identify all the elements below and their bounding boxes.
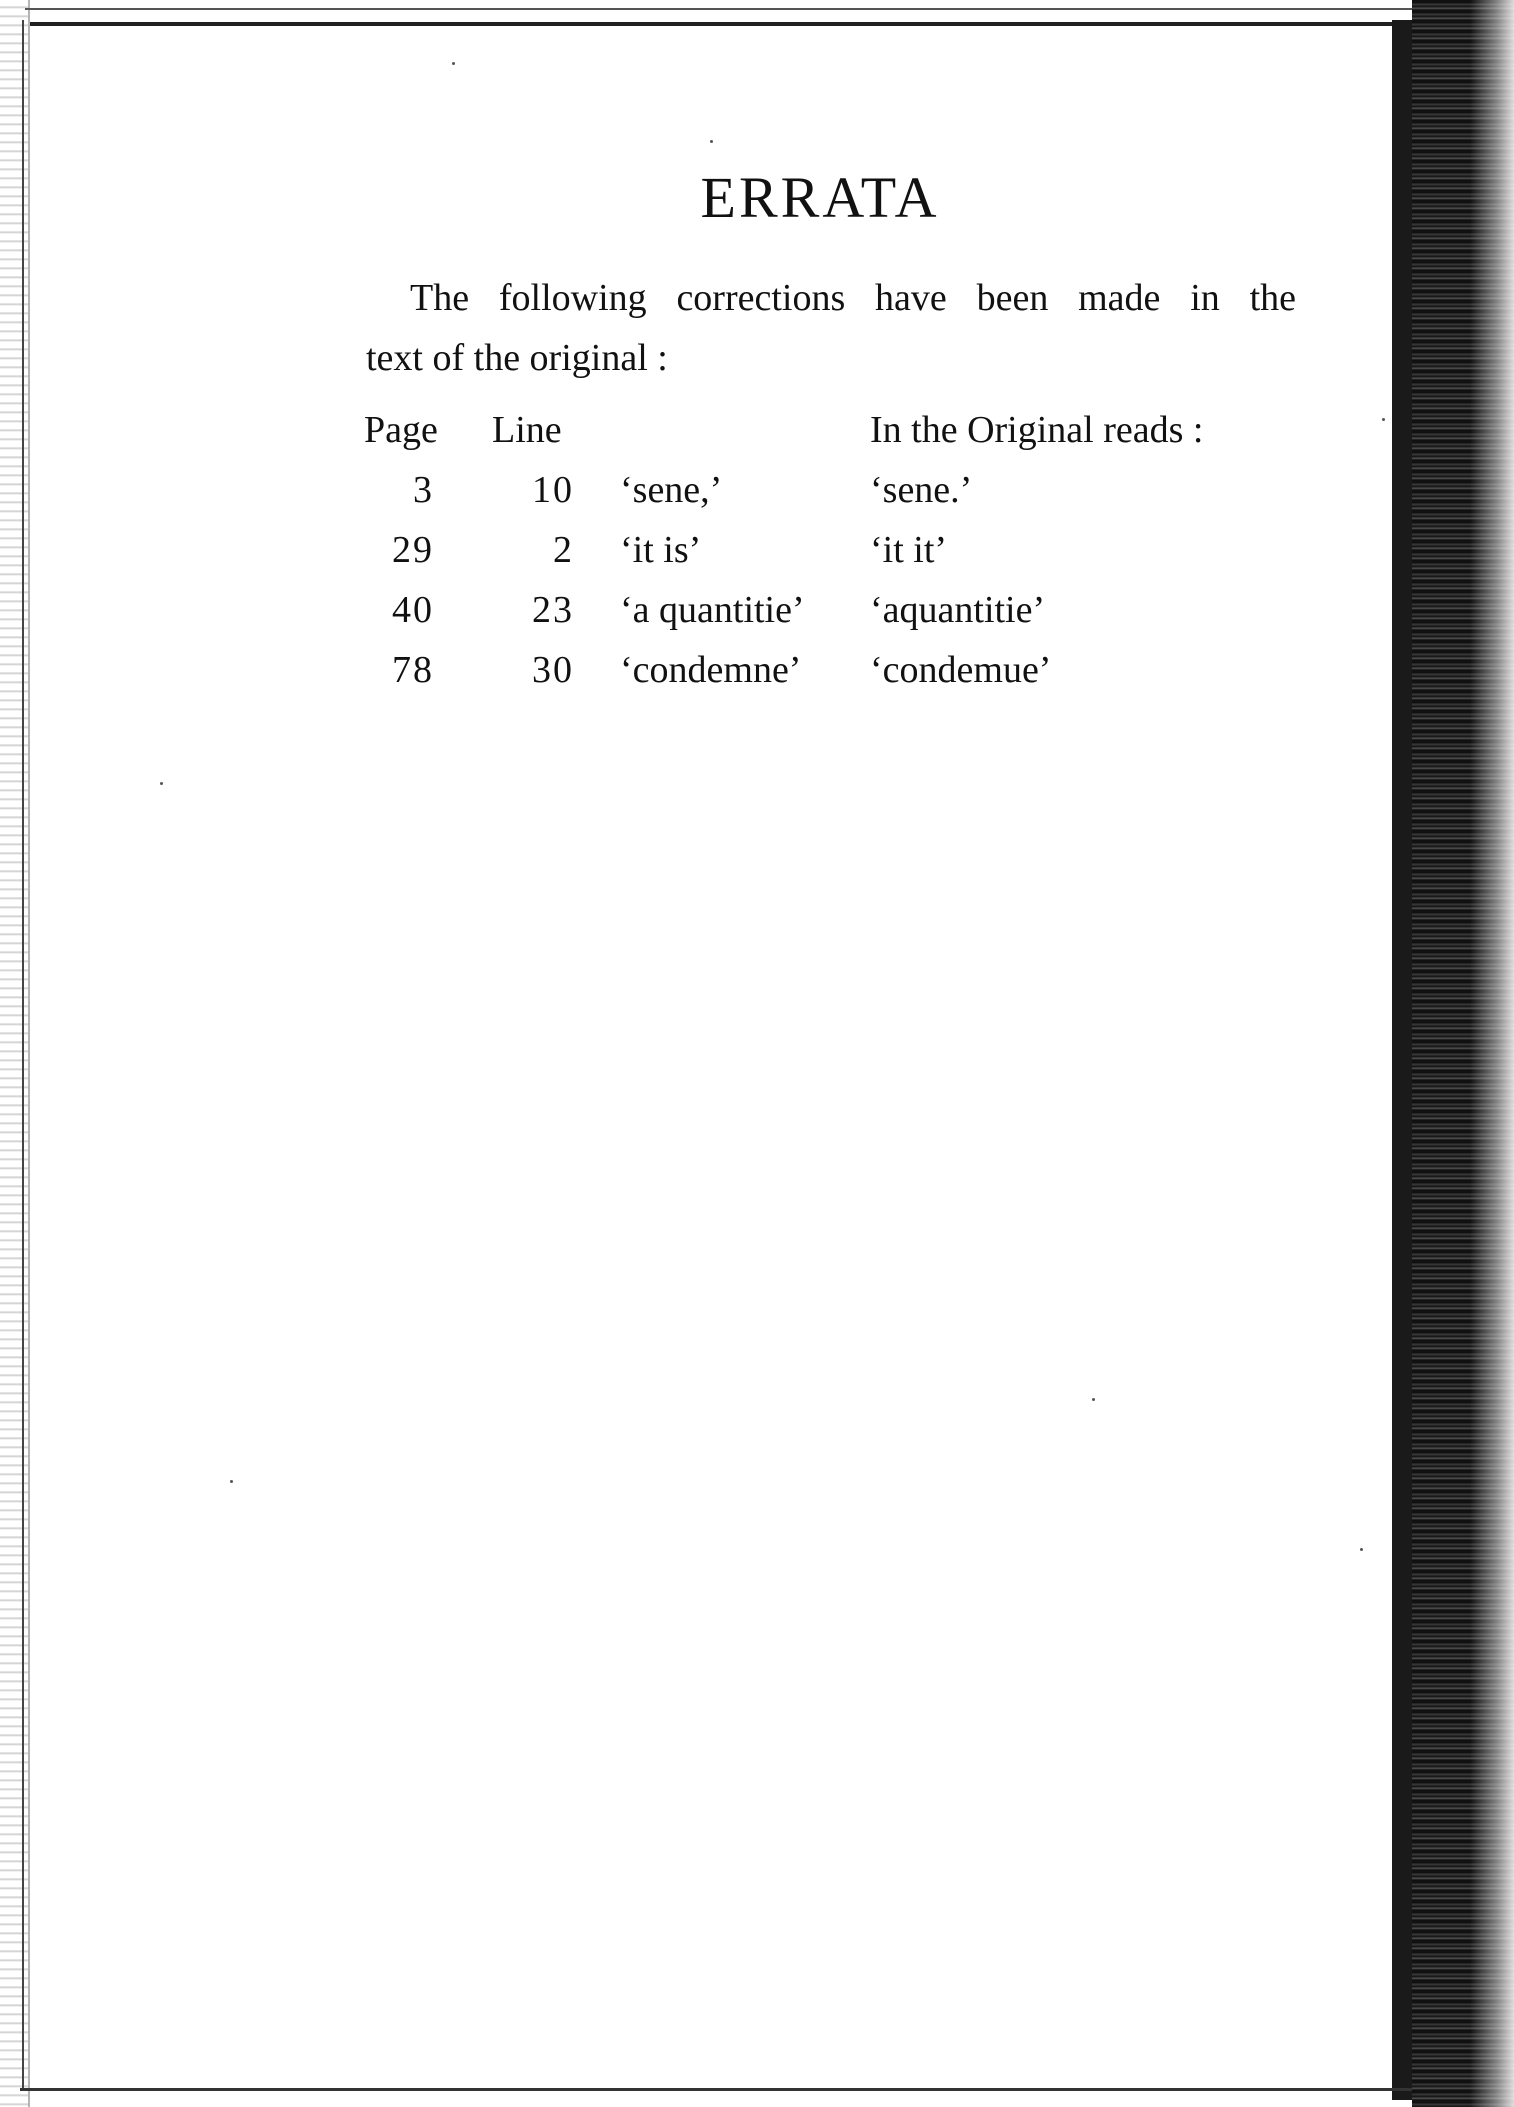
scan-speck bbox=[452, 62, 455, 65]
scan-left-border bbox=[22, 20, 24, 2090]
row-original: ‘it it’ bbox=[870, 529, 948, 571]
row-page: 78 bbox=[392, 649, 434, 691]
row-page: 40 bbox=[392, 589, 434, 631]
scan-top-border bbox=[30, 22, 1410, 26]
table-row bbox=[364, 460, 1294, 520]
intro-line: text of the original : bbox=[366, 337, 668, 379]
header-line: Line bbox=[492, 409, 562, 451]
scan-top-edge bbox=[25, 8, 1415, 10]
scan-speck bbox=[1092, 1398, 1095, 1401]
scan-speck bbox=[1360, 1548, 1363, 1551]
header-page: Page bbox=[364, 409, 438, 451]
scan-speck bbox=[160, 782, 163, 785]
row-correction: ‘a quantitie’ bbox=[620, 589, 805, 631]
row-page: 29 bbox=[392, 529, 434, 571]
scan-right-border bbox=[1392, 20, 1412, 2100]
row-correction: ‘sene,’ bbox=[620, 469, 723, 511]
header-original: In the Original reads : bbox=[870, 409, 1204, 451]
table-row bbox=[364, 580, 1294, 640]
intro-line: The following corrections have been made in the bbox=[410, 277, 1296, 319]
row-line: 2 bbox=[553, 529, 574, 571]
intro-paragraph bbox=[366, 268, 1296, 388]
errata-table bbox=[364, 400, 1294, 700]
table-row bbox=[364, 520, 1294, 580]
page-title: ERRATA bbox=[700, 165, 940, 230]
table-row bbox=[364, 640, 1294, 700]
scan-speck bbox=[230, 1480, 233, 1483]
row-original: ‘condemue’ bbox=[870, 649, 1052, 691]
row-line: 30 bbox=[532, 649, 574, 691]
row-correction: ‘condemne’ bbox=[620, 649, 802, 691]
scan-speck bbox=[710, 140, 713, 143]
row-original: ‘sene.’ bbox=[870, 469, 973, 511]
book-binding-highlight bbox=[1470, 0, 1514, 2107]
row-original: ‘aquantitie’ bbox=[870, 589, 1046, 631]
row-page: 3 bbox=[413, 469, 434, 511]
row-line: 23 bbox=[532, 589, 574, 631]
table-header-row bbox=[364, 400, 1294, 460]
scan-bottom-border bbox=[20, 2088, 1412, 2091]
scan-speck bbox=[1382, 418, 1385, 421]
row-correction: ‘it is’ bbox=[620, 529, 702, 571]
scan-left-edge bbox=[0, 0, 30, 2107]
row-line: 10 bbox=[532, 469, 574, 511]
